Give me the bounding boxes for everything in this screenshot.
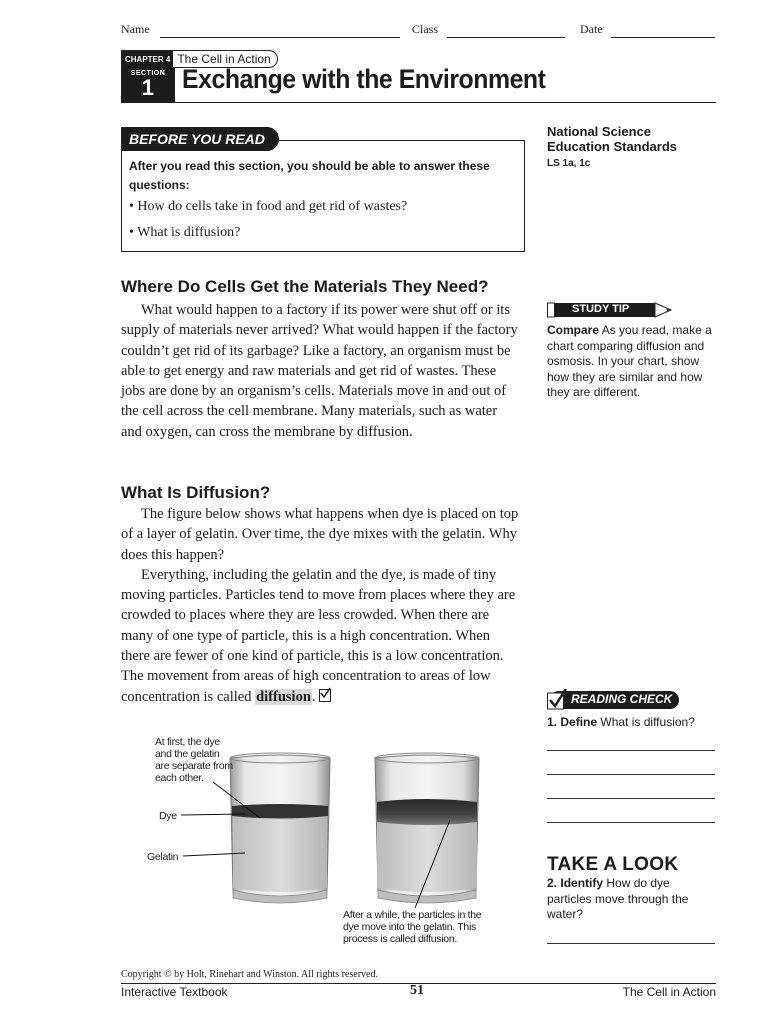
take-a-look-question — [547, 876, 717, 923]
keyword-diffusion: diffusion — [256, 688, 311, 705]
heading-diffusion: What Is Diffusion? — [121, 483, 271, 502]
paragraph-diffusion — [121, 504, 521, 707]
study-tip-label: STUDY TIP — [572, 303, 630, 315]
answer-line[interactable] — [547, 750, 715, 751]
standards-title — [547, 124, 677, 154]
study-tip-body: As you read, make a chart comparing diffusion and osmosis. In your chart, show how they are similar and how they are different. — [547, 323, 712, 399]
answer-line[interactable] — [547, 798, 715, 799]
paragraph-text: The figure below shows what happens when dye is placed on top of a layer of gelatin. Over time, the dye mixes with the gelatin. Why does this happen? — [121, 506, 519, 563]
figure-label-before: At first, the dye and the gelatin are separate from each other. — [155, 736, 233, 784]
reading-check-text: What is diffusion? — [597, 715, 695, 729]
glass-before — [230, 753, 330, 903]
before-you-read-question: • What is diffusion? — [129, 225, 241, 240]
take-a-look-keyword: Identify — [560, 876, 604, 890]
standards-code: LS 1a, 1c — [547, 158, 591, 169]
reading-check-number: 1. — [547, 715, 558, 729]
date-line[interactable] — [611, 37, 715, 38]
class-line[interactable] — [447, 37, 565, 38]
study-tip-text — [547, 323, 722, 401]
name-label: Name — [121, 22, 150, 36]
before-you-read-intro: After you read this section, you should be able to answer these questions: — [129, 159, 490, 192]
page-title: Exchange with the Environment — [182, 64, 546, 94]
paragraph-span: Everything, including the gelatin and the dye, is made of tiny moving particles. Particles tend to move from places where they are crowded to places where they are less crowded. When there are many of one type of particle, this is a high concentration. When there are fewer of one kind of particle, this is a low concentration. The movement from areas of high concentration to areas of low concentration is called — [121, 566, 516, 705]
take-a-look-number: 2. — [547, 876, 558, 890]
class-label: Class — [412, 22, 439, 36]
paragraph-materials — [121, 300, 521, 442]
standards-title-line: Education Standards — [547, 139, 678, 154]
figure-label-gelatin: Gelatin — [147, 851, 179, 863]
standards-title-line: National Science — [547, 124, 652, 139]
page-number: 51 — [410, 983, 424, 998]
section-badge — [121, 67, 175, 102]
answer-line[interactable] — [547, 822, 715, 823]
footer-book-title: Interactive Textbook — [121, 985, 228, 999]
copyright: Copyright © by Holt, Rinehart and Winston. All rights reserved. — [121, 969, 378, 980]
footer-chapter-title: The Cell in Action — [622, 985, 716, 999]
before-you-read-tab: BEFORE YOU READ — [121, 127, 279, 151]
figure-label-after: After a while, the particles in the dye move into the gelatin. This process is called diffusion. — [343, 909, 482, 945]
take-a-look-title: TAKE A LOOK — [547, 854, 679, 875]
paragraph-text — [121, 565, 521, 707]
heading-materials: Where Do Cells Get the Materials They Need? — [121, 277, 489, 296]
date-label: Date — [580, 22, 603, 36]
figure-label-dye: Dye — [159, 810, 177, 822]
section-label: SECTION — [130, 70, 166, 77]
answer-line[interactable] — [547, 943, 715, 944]
chapter-tag: CHAPTER 4 — [122, 51, 173, 67]
name-line[interactable] — [160, 37, 400, 38]
before-you-read-question: • How do cells take in food and get rid of wastes? — [129, 199, 408, 214]
glass-after — [375, 753, 479, 903]
section-number: 1 — [141, 75, 155, 100]
paragraph-text: What would happen to a factory if its power were shut off or its supply of materials never arrived? What would happen if the factory couldn’t get rid of its garbage? Like a factory, an organism must be able to get energy and raw materials and get rid of wastes. These jobs are done by an organism’s cells. Materials move in and out of the cell across the cell membrane. Many materials, such as water and oxygen, can cross the membrane by diffusion. — [121, 302, 518, 440]
reading-check-question — [547, 715, 695, 731]
chapter-name: The Cell in Action — [177, 52, 271, 66]
reading-check-keyword: Define — [560, 715, 598, 729]
take-a-look-text: How do dye particles move through the water? — [547, 876, 689, 921]
paragraph-span: . — [311, 688, 316, 705]
title-divider — [121, 102, 716, 103]
study-tip-keyword: Compare — [547, 323, 600, 337]
reading-check-marker-icon — [319, 689, 331, 702]
answer-line[interactable] — [547, 774, 715, 775]
reading-check-label: READING CHECK — [571, 692, 673, 706]
